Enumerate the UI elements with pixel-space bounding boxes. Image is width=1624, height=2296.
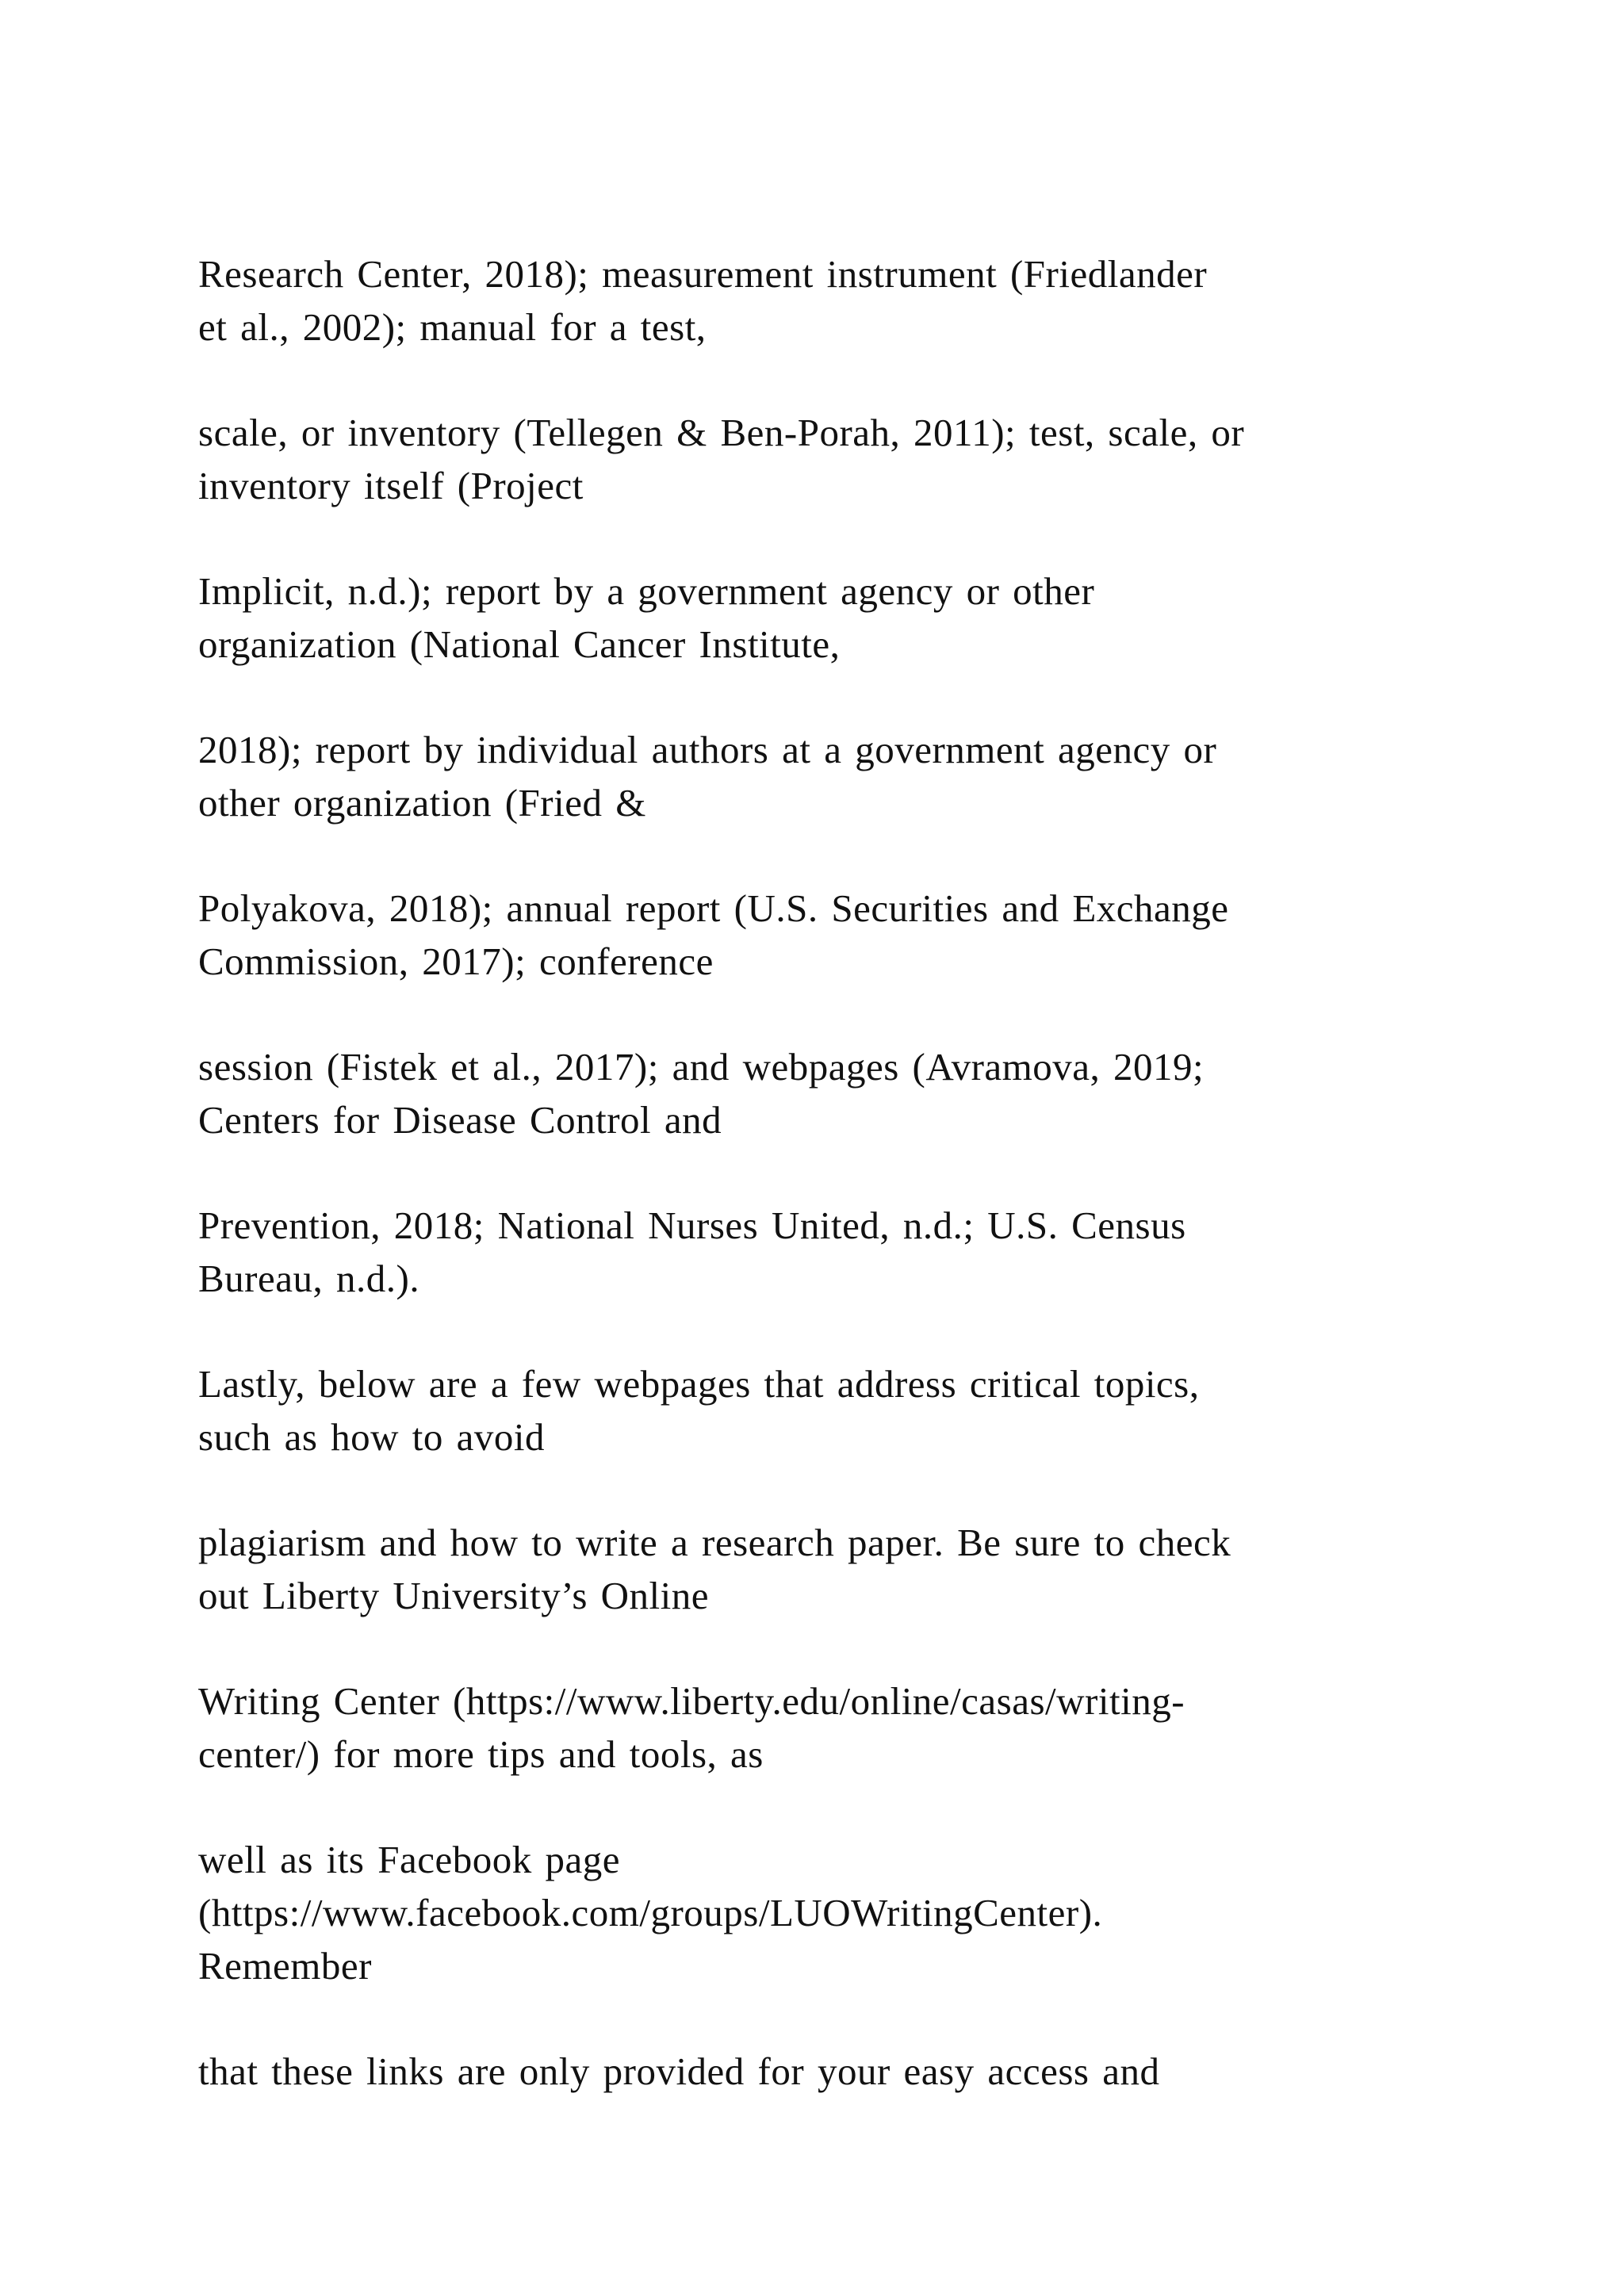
- document-body: [198, 247, 1483, 2150]
- text-line: Prevention, 2018; National Nurses United, n.d.; U.S. Census: [198, 1203, 1186, 1247]
- paragraph: [198, 1516, 1483, 1622]
- text-line: Polyakova, 2018); annual report (U.S. Securities and Exchange: [198, 886, 1229, 930]
- text-line: (https://www.facebook.com/groups/LUOWritingCenter).: [198, 1891, 1103, 1934]
- text-line: center/) for more tips and tools, as: [198, 1732, 764, 1776]
- text-line: well as its Facebook page: [198, 1838, 620, 1881]
- text-line: inventory itself (Project: [198, 464, 584, 507]
- text-line: scale, or inventory (Tellegen & Ben-Porah, 2011); test, scale, or: [198, 411, 1245, 454]
- paragraph: [198, 882, 1483, 988]
- text-line: 2018); report by individual authors at a government agency or: [198, 728, 1217, 771]
- paragraph: [198, 1357, 1483, 1464]
- paragraph: [198, 406, 1483, 512]
- paragraph: [198, 1674, 1483, 1781]
- text-line: session (Fistek et al., 2017); and webpages (Avramova, 2019;: [198, 1045, 1205, 1089]
- text-line: et al., 2002); manual for a test,: [198, 305, 707, 349]
- text-line: such as how to avoid: [198, 1415, 545, 1459]
- text-line: plagiarism and how to write a research paper. Be sure to check: [198, 1521, 1231, 1564]
- text-line: Bureau, n.d.).: [198, 1257, 420, 1300]
- paragraph: [198, 723, 1483, 829]
- text-line: Centers for Disease Control and: [198, 1098, 722, 1142]
- text-line: other organization (Fried &: [198, 781, 646, 825]
- text-line: out Liberty University’s Online: [198, 1574, 709, 1617]
- paragraph: [198, 1833, 1483, 1992]
- paragraph: [198, 2045, 1483, 2098]
- text-line: that these links are only provided for your easy access and: [198, 2049, 1160, 2093]
- paragraph: [198, 564, 1483, 671]
- paragraph: [198, 247, 1483, 354]
- text-line: Research Center, 2018); measurement instrument (Friedlander: [198, 252, 1208, 296]
- text-line: Implicit, n.d.); report by a government agency or other: [198, 569, 1095, 613]
- text-line: Remember: [198, 1944, 372, 1988]
- text-line: Writing Center (https://www.liberty.edu/online/casas/writing-: [198, 1679, 1185, 1723]
- text-line: Lastly, below are a few webpages that address critical topics,: [198, 1362, 1200, 1406]
- text-line: Commission, 2017); conference: [198, 939, 714, 983]
- paragraph: [198, 1199, 1483, 1305]
- text-line: organization (National Cancer Institute,: [198, 622, 841, 666]
- paragraph: [198, 1040, 1483, 1146]
